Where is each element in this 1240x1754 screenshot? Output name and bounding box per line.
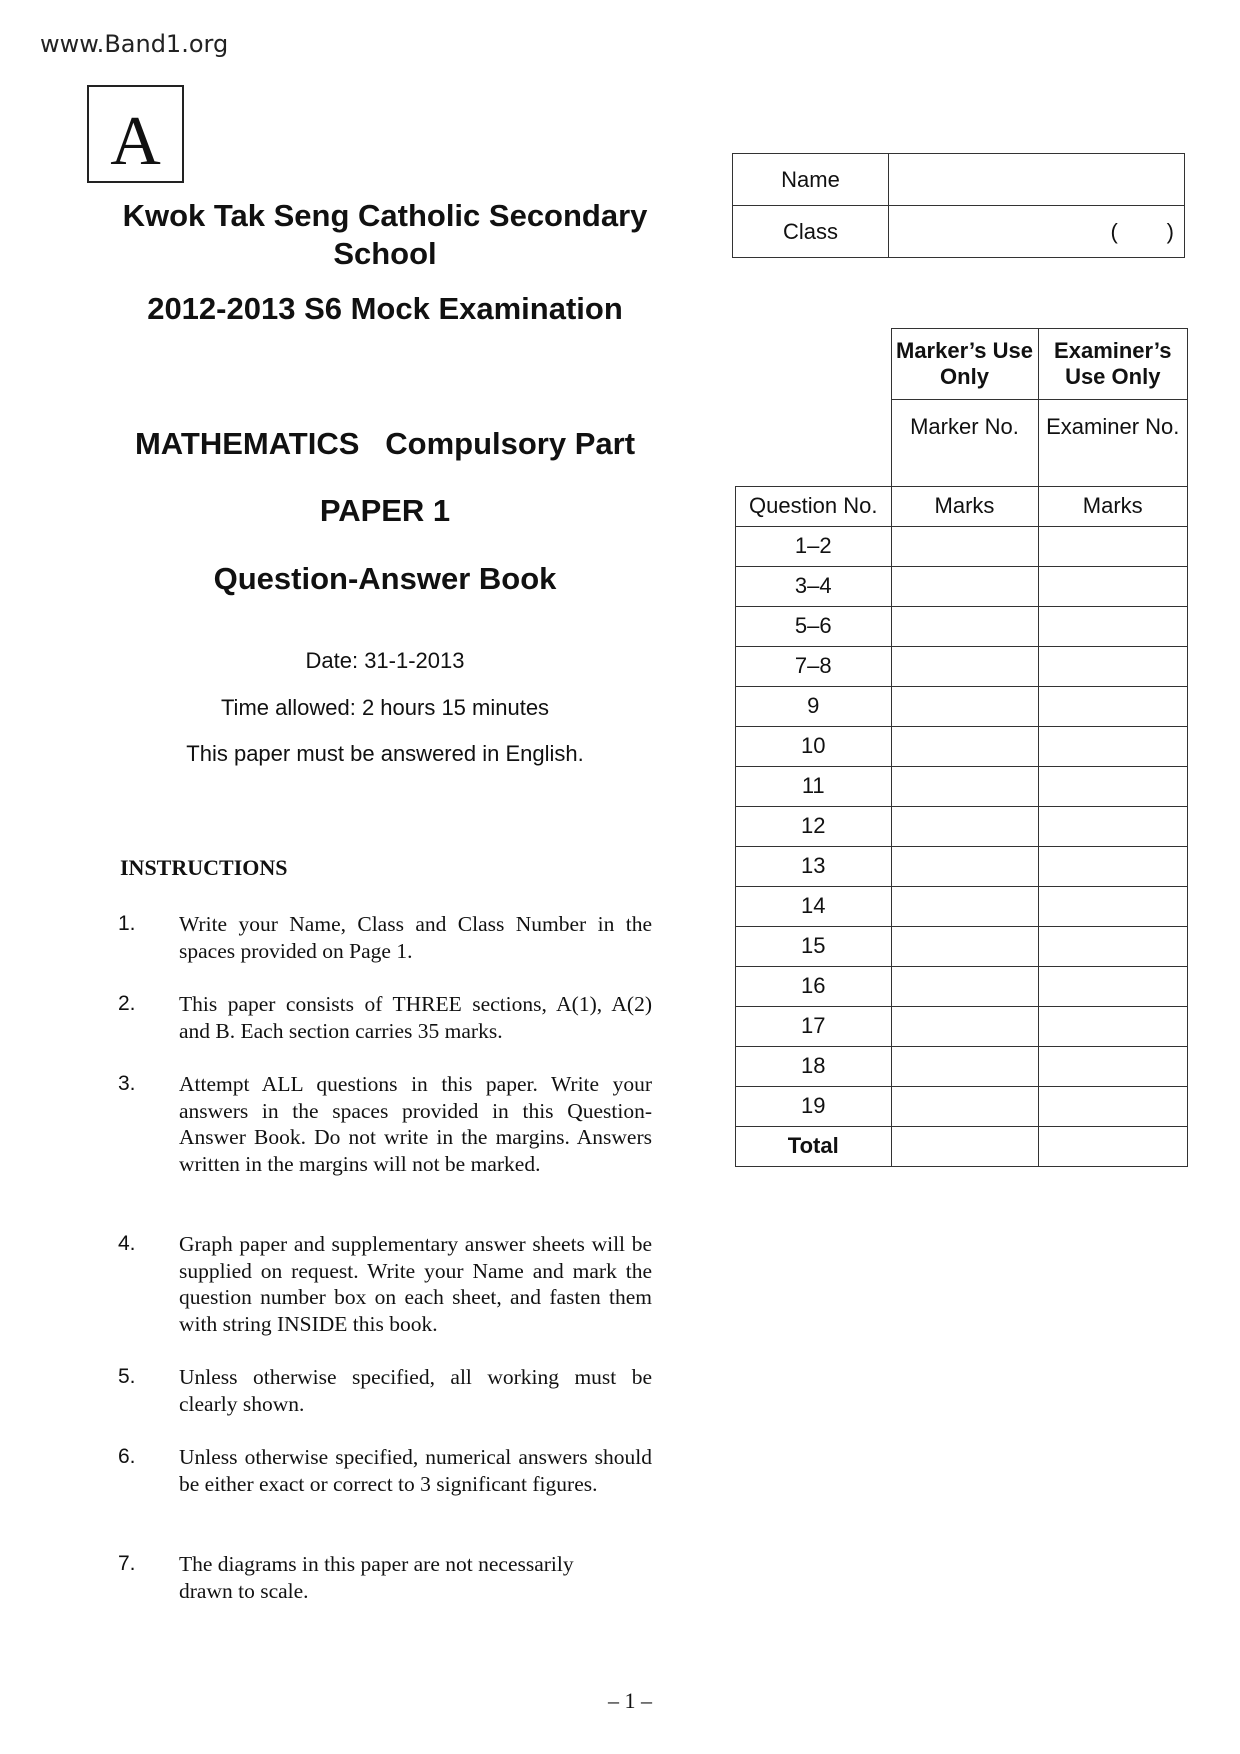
marker-no: Marker No. (891, 400, 1038, 487)
marks-row (736, 1006, 1188, 1046)
instruction-item (118, 1551, 628, 1604)
marks-row (736, 926, 1188, 966)
subject: MATHEMATICS (134, 426, 360, 461)
marker-marks-cell[interactable] (891, 686, 1038, 726)
marker-marks-cell[interactable] (891, 966, 1038, 1006)
item-text: Write your Name, Class and Class Number in the spaces provided on Page 1. (179, 912, 652, 963)
marker-marks-cell[interactable] (891, 926, 1038, 966)
examiner-marks-cell[interactable] (1038, 726, 1188, 766)
total-label: Total (736, 1126, 892, 1166)
part: Compulsory Part (385, 426, 636, 461)
examiner-marks-cell[interactable] (1038, 1046, 1188, 1086)
item-text: Attempt ALL questions in this paper. Write your answers in the spaces provided in this Question-Answer Book. Do not write in the margins. Answers written in the margins will not be marked. (179, 1072, 652, 1176)
question-number: 7–8 (736, 646, 892, 686)
question-number: 3–4 (736, 566, 892, 606)
item-text: The diagrams in this paper are not necessarily drawn to scale. (179, 1552, 574, 1603)
item-number: 2. (118, 992, 136, 1015)
item-number: 6. (118, 1445, 136, 1468)
examiner-marks-cell[interactable] (1038, 686, 1188, 726)
marker-marks-cell[interactable] (891, 886, 1038, 926)
paper-title: PAPER 1 (319, 493, 451, 528)
marks-row (736, 886, 1188, 926)
instruction-item (118, 1364, 652, 1417)
item-text: This paper consists of THREE sections, A(1), A(2) and B. Each section carries 35 marks. (179, 992, 652, 1043)
marker-marks-cell[interactable] (891, 1086, 1038, 1126)
item-text: Graph paper and supplementary answer sheets will be supplied on request. Write your Name and mark the question number box on each sheet, and fasten them with string INSIDE this book. (179, 1232, 652, 1336)
marks-row (736, 606, 1188, 646)
examiner-total-cell[interactable] (1038, 1126, 1188, 1166)
exam-title: 2012-2013 S6 Mock Examination (147, 291, 623, 326)
marker-marks-cell[interactable] (891, 766, 1038, 806)
marker-marks-cell[interactable] (891, 606, 1038, 646)
class-label: Class (733, 206, 889, 258)
watermark: www.Band1.org (40, 30, 229, 58)
item-text: Unless otherwise specified, numerical answers should be either exact or correct to 3 significant figures. (179, 1445, 652, 1496)
question-number: 9 (736, 686, 892, 726)
marker-header: Marker’s Use Only (891, 329, 1038, 400)
school-name (90, 197, 680, 273)
marker-marks-cell[interactable] (891, 646, 1038, 686)
marker-marks-cell[interactable] (891, 1006, 1038, 1046)
marks-row (736, 846, 1188, 886)
school-line2: School (333, 236, 437, 271)
blank-cell (736, 400, 892, 487)
examiner-marks-cell[interactable] (1038, 766, 1188, 806)
item-number: 7. (118, 1552, 136, 1575)
item-number: 4. (118, 1232, 136, 1255)
book-title: Question-Answer Book (213, 561, 557, 596)
marker-marks-cell[interactable] (891, 726, 1038, 766)
subject-line (90, 425, 680, 463)
examiner-marks-cell[interactable] (1038, 1086, 1188, 1126)
marks-row (736, 646, 1188, 686)
examiner-marks-cell[interactable] (1038, 526, 1188, 566)
question-number: 16 (736, 966, 892, 1006)
class-field[interactable]: ( ) (889, 206, 1185, 258)
instruction-item (118, 1231, 652, 1337)
examiner-marks-cell[interactable] (1038, 966, 1188, 1006)
examiner-marks-cell[interactable] (1038, 806, 1188, 846)
instructions-title: INSTRUCTIONS (120, 855, 288, 880)
examiner-marks-cell[interactable] (1038, 886, 1188, 926)
page-number: – 1 – (608, 1688, 652, 1713)
question-number: 18 (736, 1046, 892, 1086)
marks-row (736, 766, 1188, 806)
question-number: 12 (736, 806, 892, 846)
question-number: 10 (736, 726, 892, 766)
instruction-item (118, 1444, 652, 1497)
item-number: 3. (118, 1072, 136, 1095)
examiner-marks-cell[interactable] (1038, 1006, 1188, 1046)
name-label: Name (733, 154, 889, 206)
marker-marks-cell[interactable] (891, 1046, 1038, 1086)
examiner-marks-cell[interactable] (1038, 926, 1188, 966)
total-row (736, 1126, 1188, 1166)
instruction-item (118, 911, 652, 964)
marks-row (736, 1086, 1188, 1126)
question-number: 14 (736, 886, 892, 926)
blank-cell (736, 329, 892, 400)
marks-row (736, 686, 1188, 726)
marks-table (735, 328, 1188, 1167)
name-class-table (732, 153, 1185, 258)
examiner-no: Examiner No. (1038, 400, 1188, 487)
marker-marks-cell[interactable] (891, 806, 1038, 846)
question-number: 19 (736, 1086, 892, 1126)
marker-marks-cell[interactable] (891, 526, 1038, 566)
question-number: 5–6 (736, 606, 892, 646)
examiner-marks-header: Marks (1038, 486, 1188, 526)
question-no-header: Question No. (736, 486, 892, 526)
marks-row (736, 1046, 1188, 1086)
marker-marks-cell[interactable] (891, 566, 1038, 606)
question-number: 17 (736, 1006, 892, 1046)
item-text: Unless otherwise specified, all working must be clearly shown. (179, 1365, 652, 1416)
item-number: 5. (118, 1365, 136, 1388)
language-note: This paper must be answered in English. (186, 741, 584, 766)
item-number: 1. (118, 912, 136, 935)
marker-total-cell[interactable] (891, 1126, 1038, 1166)
examiner-marks-cell[interactable] (1038, 606, 1188, 646)
examiner-header: Examiner’s Use Only (1038, 329, 1188, 400)
marks-row (736, 526, 1188, 566)
instruction-item (118, 1071, 652, 1177)
name-field[interactable] (889, 154, 1185, 206)
time-allowed: Time allowed: 2 hours 15 minutes (220, 695, 550, 720)
question-number: 1–2 (736, 526, 892, 566)
exam-date: Date: 31-1-2013 (305, 648, 465, 673)
paper-letter-box: A (87, 85, 184, 183)
question-number: 13 (736, 846, 892, 886)
examiner-marks-cell[interactable] (1038, 646, 1188, 686)
marks-row (736, 566, 1188, 606)
marker-marks-cell[interactable] (891, 846, 1038, 886)
examiner-marks-cell[interactable] (1038, 846, 1188, 886)
instruction-item (118, 991, 652, 1044)
marker-marks-header: Marks (891, 486, 1038, 526)
marks-row (736, 726, 1188, 766)
school-line1: Kwok Tak Seng Catholic Secondary (122, 198, 648, 233)
question-number: 11 (736, 766, 892, 806)
marks-row (736, 806, 1188, 846)
marks-row (736, 966, 1188, 1006)
question-number: 15 (736, 926, 892, 966)
examiner-marks-cell[interactable] (1038, 566, 1188, 606)
